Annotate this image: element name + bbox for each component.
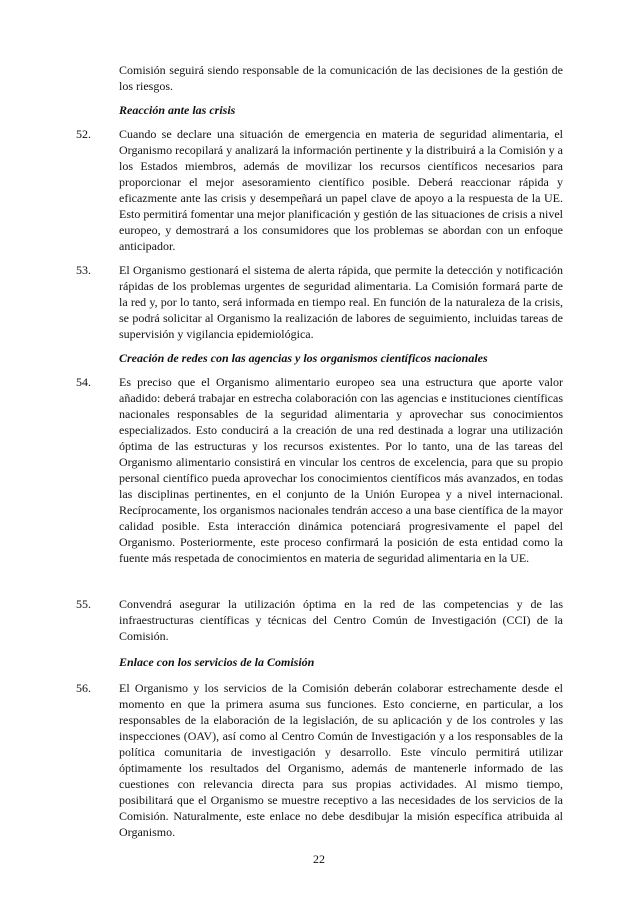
paragraph-number: 55. [76, 597, 91, 611]
paragraph-number: 53. [76, 263, 91, 277]
heading-crisis-block [76, 102, 563, 118]
section-heading-enlace: Enlace con los servicios de la Comisión [119, 655, 315, 669]
paragraph-number: 54. [76, 375, 91, 389]
paragraph-text: Es preciso que el Organismo alimentario europeo sea una estructura que aporte valor añadido: deberá trabajar en estrecha colaboración con las agencias e instituciones científicas nacionales responsables de la seguridad alimentaria y aprovechar sus conocimientos especializados. Esto conducirá a la creación de una red destinada a lograr una utilización óptima de las estructuras y los recursos existentes. Por lo tanto, una de las tareas del Organismo alimentario consistirá en vincular los centros de excelencia, para que su propio personal científico pueda aprovechar los conocimientos científicos más avanzados, en todas las disciplinas pertinentes, en el conjunto de la Unión Europea y a nivel internacional. Recíprocamente, los organismos nacionales tendrán acceso a una base científica de la mayor calidad posible. Esta interacción dinámica potenciará progresivamente el papel del Organismo. Posteriormente, este proceso confirmará la posición de esta entidad como la fuente más respetada de conocimientos en materia de seguridad alimentaria en la UE. [119, 375, 563, 565]
section-heading-redes: Creación de redes con las agencias y los organismos científicos nacionales [119, 351, 488, 365]
paragraph-text: Convendrá asegurar la utilización óptima en la red de las competencias y de las infraestructuras científicas y técnicas del Centro Común de Investigación (CCI) de la Comisión. [119, 597, 563, 643]
paragraph-number: 52. [76, 127, 91, 141]
intro-paragraph: Comisión seguirá siendo responsable de la comunicación de las decisiones de la gestión de los riesgos. [119, 63, 563, 93]
paragraph-text: Cuando se declare una situación de emergencia en materia de seguridad alimentaria, el Organismo recopilará y analizará la información pertinente y la distribuirá a la Comisión y a los Estados miembros, además de movilizar los recursos científicos necesarios para proporcionar el mejor asesoramiento científico posible. Deberá reaccionar rápida y eficazmente ante las crisis y desempeñará un papel clave de apoyo a la respuesta de la UE. Esto permitirá fomentar una mejor planificación y gestión de las situaciones de crisis a nivel europeo, y demostrará a los consumidores que los problemas se abordan con un enfoque anticipador. [119, 127, 563, 253]
paragraph-text: El Organismo y los servicios de la Comisión deberán colaborar estrechamente desde el momento en que la primera asuma sus funciones. Esto concierne, en particular, a los responsables de la elaboración de la legislación, de su aplicación y de los controles y las inspecciones (OAV), así como al Centro Común de Investigación y a los responsables de la política comunitaria de investigación y desarrollo. Este vínculo permitirá utilizar óptimamente los resultados del Organismo, además de mantenerle informado de las cuestiones con relevancia directa para sus propias actividades. Al mismo tiempo, posibilitará que el Organismo se muestre receptivo a las necesidades de los servicios de la Comisión. Naturalmente, este enlace no debe desdibujar la misión específica atribuida al Organismo. [119, 681, 563, 839]
paragraph-53 [76, 262, 563, 342]
page-number: 22 [313, 852, 325, 866]
intro-block [76, 62, 563, 94]
section-heading-crisis: Reacción ante las crisis [119, 103, 236, 117]
paragraph-54 [76, 374, 563, 566]
paragraph-52 [76, 126, 563, 254]
paragraph-number: 56. [76, 681, 91, 695]
paragraph-55 [76, 596, 563, 644]
paragraph-56 [76, 680, 563, 840]
paragraph-text: El Organismo gestionará el sistema de alerta rápida, que permite la detección y notificación rápidas de los problemas urgentes de seguridad alimentaria. La Comisión formará parte de la red y, por lo tanto, será informada en tiempo real. En función de la naturaleza de la crisis, se podrá solicitar al Organismo la realización de labores de seguimiento, incluidas tareas de supervisión y vigilancia epidemiológica. [119, 263, 563, 341]
heading-redes-block [76, 350, 563, 366]
heading-enlace-block [76, 654, 563, 670]
